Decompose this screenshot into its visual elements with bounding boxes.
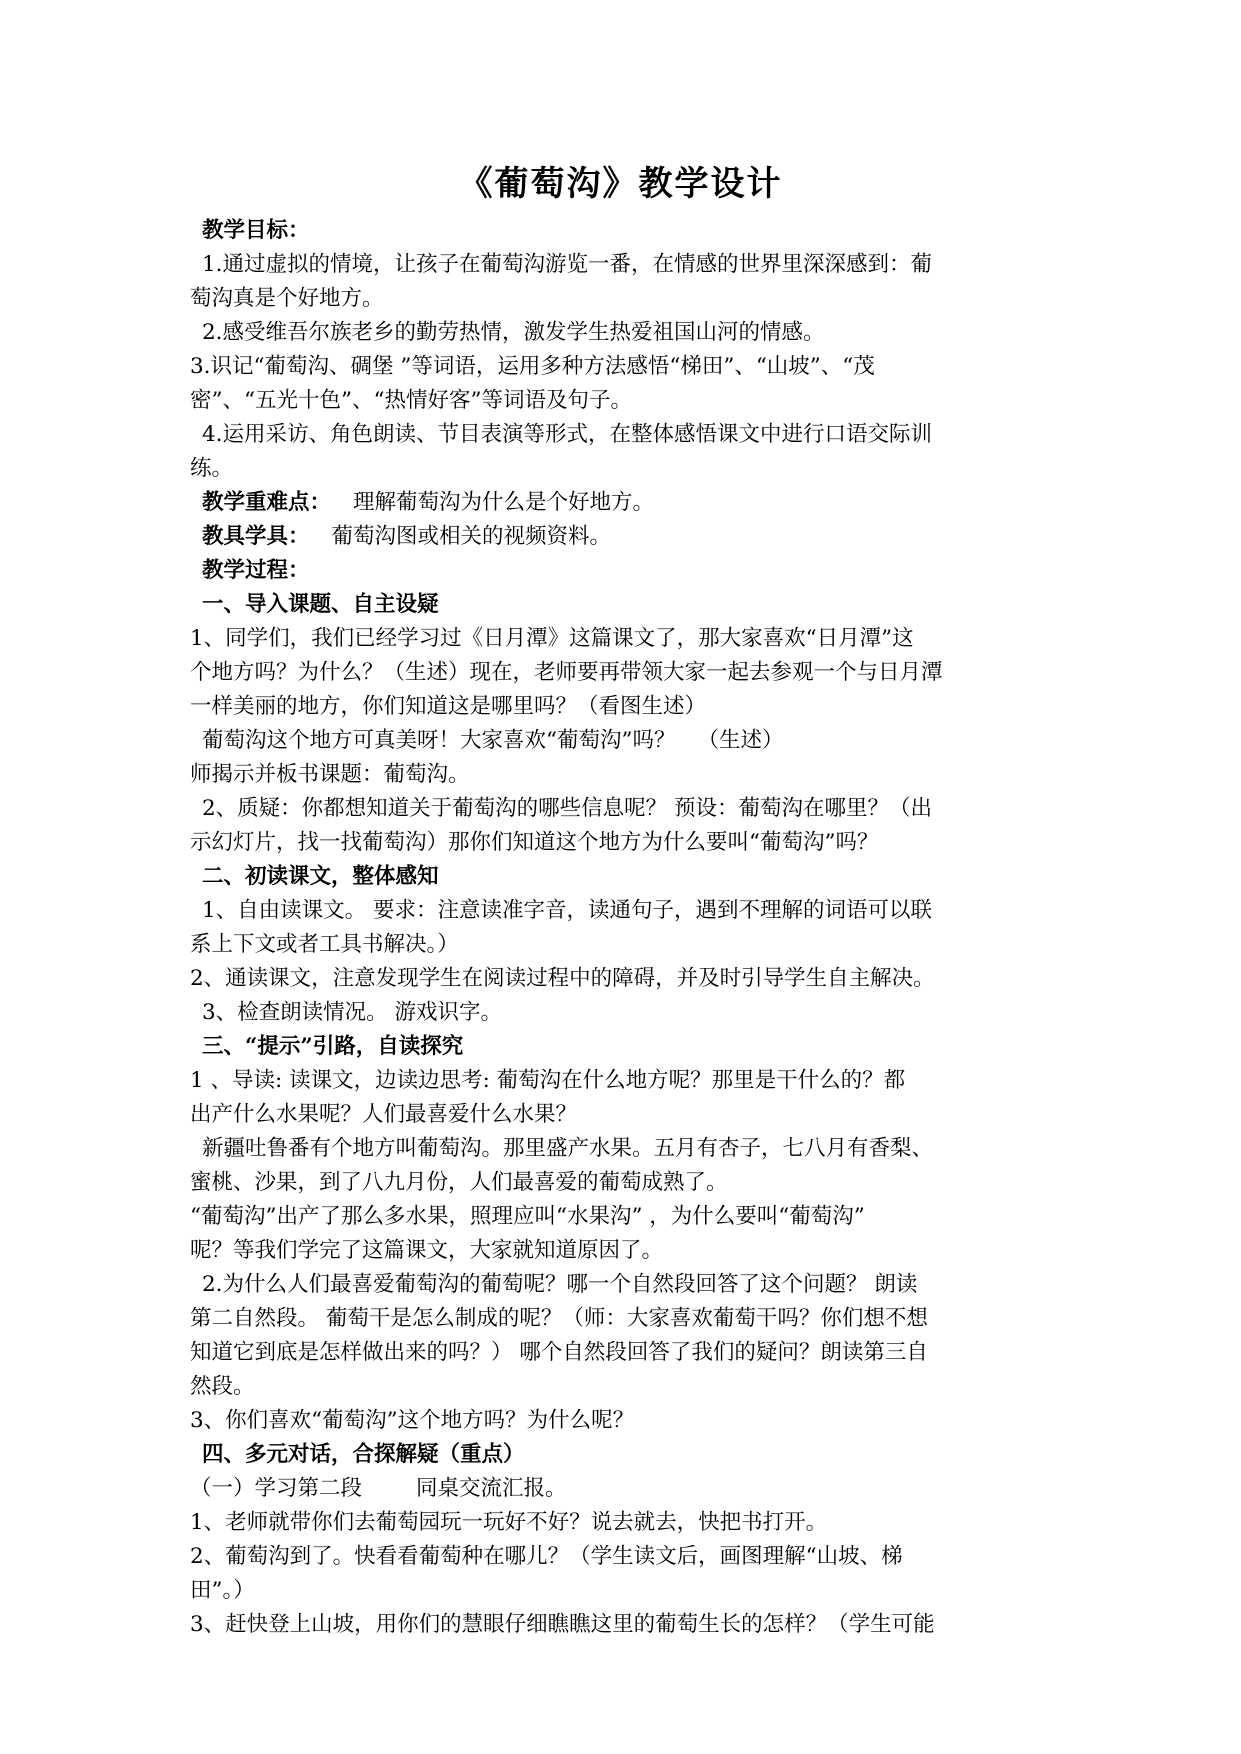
section-4-para-3: 3、赶快登上山坡，用你们的慧眼仔细瞧瞧这里的葡萄生长的怎样？（学生可能: [190, 1612, 935, 1637]
section-3-para-4-line-2: 第二自然段。 葡萄干是怎么制成的呢？（师：大家喜欢葡萄干吗？你们想不想: [190, 1306, 928, 1331]
section-1-para-2-text: 葡萄沟这个地方可真美呀！大家喜欢“葡萄沟”吗？: [202, 728, 676, 753]
section-4-heading: 四、多元对话，合探解疑（重点）: [202, 1442, 525, 1467]
materials-label: 教具学具：: [202, 524, 310, 549]
section-4-subsection-1-title: （一）学习第二段: [190, 1476, 363, 1501]
section-2-para-2: 2、通读课文，注意发现学生在阅读过程中的障碍，并及时引导学生自主解决。: [190, 966, 935, 991]
section-1-para-4-line-1: 2、质疑：你都想知道关于葡萄沟的哪些信息呢？ 预设：葡萄沟在哪里？（出: [202, 796, 933, 821]
objective-3-line-1: 3.识记“葡萄沟、碉堡 ”等词语，运用多种方法感悟“梯田”、“山坡”、“茂: [190, 354, 875, 379]
process-heading: 教学过程：: [202, 558, 310, 583]
section-2-para-3: 3、检查朗读情况。 游戏识字。: [202, 1000, 503, 1025]
section-2-heading: 二、初读课文，整体感知: [202, 864, 439, 889]
section-3-heading: 三、“提示”引路，自读探究: [202, 1034, 464, 1059]
section-1-para-1-line-1: 1、同学们，我们已经学习过《日月潭》这篇课文了，那大家喜欢“日月潭”这: [190, 626, 914, 651]
keypoints-row: [190, 486, 1055, 520]
keypoints-text: 理解葡萄沟为什么是个好地方。: [353, 490, 655, 515]
section-1-heading: 一、导入课题、自主设疑: [202, 592, 439, 617]
document-body: [190, 214, 1055, 1642]
document-title: 《葡萄沟》教学设计: [458, 164, 783, 204]
section-1-para-1-line-2: 个地方吗？为什么？（生述）现在，老师要再带领大家一起去参观一个与日月潭: [190, 660, 943, 685]
section-4-subsection-1: [190, 1472, 1055, 1506]
objective-1-line-1: 1.通过虚拟的情境，让孩子在葡萄沟游览一番，在情感的世界里深深感到：葡: [202, 252, 933, 277]
section-3-para-4-line-4: 然段。: [190, 1374, 255, 1399]
section-2-para-1-line-1: 1、自由读课文。 要求：注意读准字音，读通句子，遇到不理解的词语可以联: [202, 898, 933, 923]
keypoints-label: 教学重难点：: [202, 490, 332, 515]
section-4-para-2-line-1: 2、葡萄沟到了。快看看葡萄种在哪儿？（学生读文后，画图理解“山坡、梯: [190, 1544, 903, 1569]
section-3-para-4-line-1: 2.为什么人们最喜爱葡萄沟的葡萄呢？哪一个自然段回答了这个问题？ 朗读: [202, 1272, 918, 1297]
section-3-para-3-line-1: “葡萄沟”出产了那么多水果，照理应叫“水果沟” ，为什么要叫“葡萄沟”: [190, 1204, 865, 1229]
section-3-para-1-line-2: 出产什么水果呢？人们最喜爱什么水果？: [190, 1102, 578, 1127]
section-3-para-2-line-1: 新疆吐鲁番有个地方叫葡萄沟。那里盛产水果。五月有杏子，七八月有香梨、: [202, 1136, 934, 1161]
objectives-heading: 教学目标：: [202, 218, 310, 243]
section-2-para-1-line-2: 系上下文或者工具书解决。）: [190, 932, 459, 957]
section-1-para-4-line-2: 示幻灯片，找一找葡萄沟）那你们知道这个地方为什么要叫“葡萄沟”吗？: [190, 830, 879, 855]
section-4-para-1: 1、老师就带你们去葡萄园玩一玩好不好？说去就去，快把书打开。: [190, 1510, 828, 1535]
objective-1-line-2: 萄沟真是个好地方。: [190, 286, 384, 311]
objective-4-line-2: 练。: [190, 456, 234, 481]
materials-text: 葡萄沟图或相关的视频资料。: [331, 524, 612, 549]
objective-2: 2.感受维吾尔族老乡的勤劳热情，激发学生热爱祖国山河的情感。: [202, 320, 825, 345]
section-3-para-5: 3、你们喜欢“葡萄沟”这个地方吗？为什么呢？: [190, 1408, 635, 1433]
section-1-para-1-line-3: 一样美丽的地方，你们知道这是哪里吗？（看图生述）: [190, 694, 707, 719]
objective-4-line-1: 4.运用采访、角色朗读、节目表演等形式，在整体感悟课文中进行口语交际训: [202, 422, 933, 447]
section-1-para-3: 师揭示并板书课题：葡萄沟。: [190, 762, 470, 787]
materials-row: [190, 520, 1055, 554]
objective-3-line-2: 密”、“五光十色”、“热情好客”等词语及句子。: [190, 388, 632, 413]
section-3-para-3-line-2: 呢？等我们学完了这篇课文，大家就知道原因了。: [190, 1238, 664, 1263]
section-1-para-2: [190, 724, 1055, 758]
section-3-para-4-line-3: 知道它到底是怎样做出来的吗？） 哪个自然段回答了我们的疑问？朗读第三自: [190, 1340, 928, 1365]
section-3-para-1-line-1: 1 、导读: 读课文，边读边思考: 葡萄沟在什么地方呢？那里是干什么的？都: [190, 1068, 906, 1093]
section-1-para-2-note: （生述）: [697, 728, 784, 753]
section-4-para-2-line-2: 田”。）: [190, 1578, 255, 1603]
section-4-subsection-1-note: 同桌交流汇报。: [416, 1476, 567, 1501]
section-3-para-2-line-2: 蜜桃、沙果，到了八九月份，人们最喜爱的葡萄成熟了。: [190, 1170, 728, 1195]
